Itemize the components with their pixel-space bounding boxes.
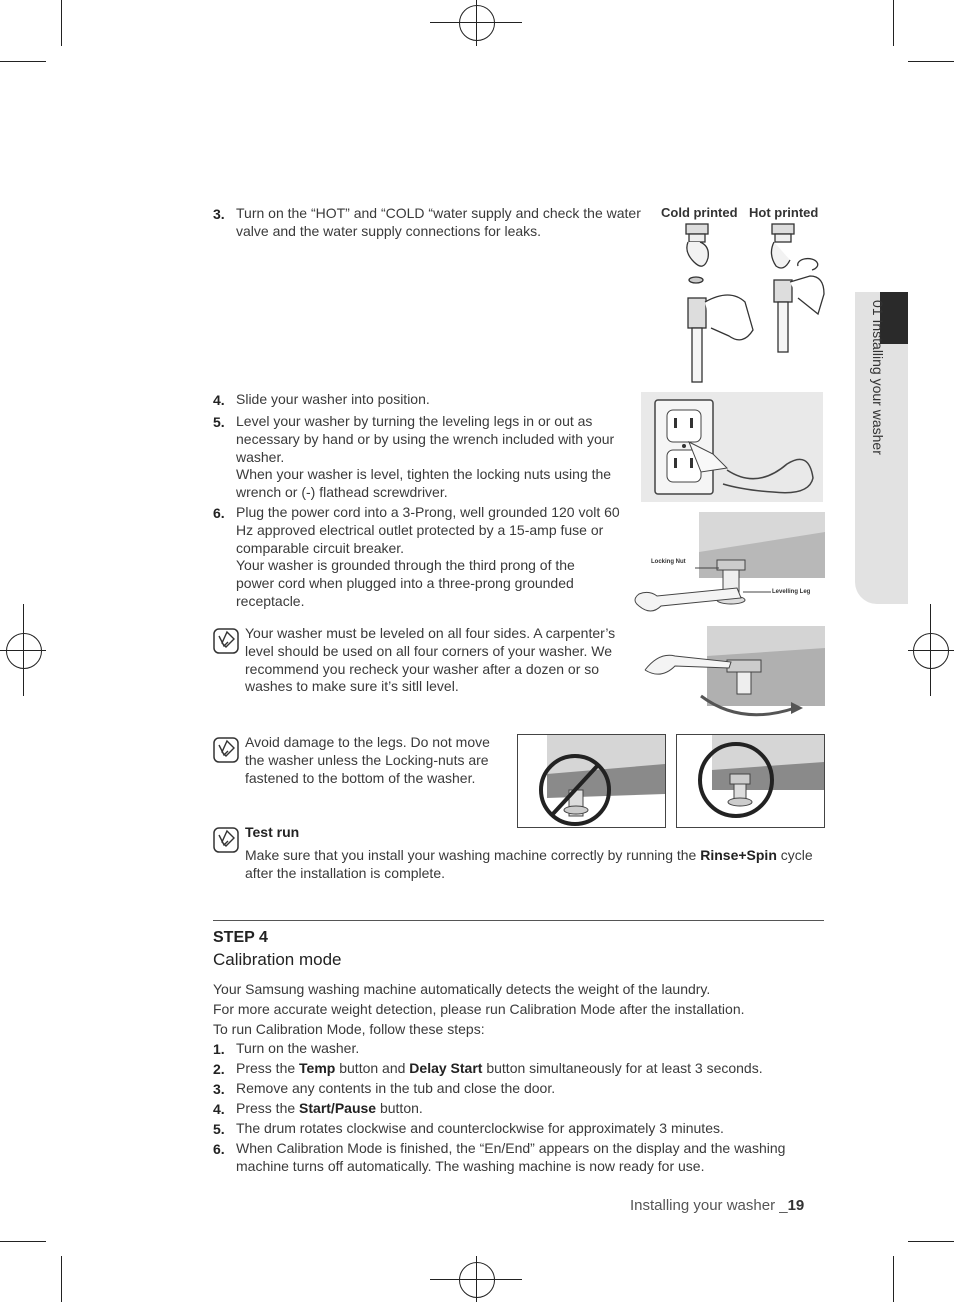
- step-text: Turn on the washer.: [236, 1040, 360, 1056]
- step-text: Press the Temp button and Delay Start button simultaneously for at least 3 seconds.: [236, 1060, 763, 1076]
- step-number: 1.: [213, 1041, 225, 1057]
- valve-connection-figure: [660, 222, 830, 384]
- step-number: 3.: [213, 1081, 225, 1097]
- leg-correct-figure: [676, 734, 825, 828]
- step-text: Plug the power cord into a 3-Prong, well grounded 120 volt 60 Hz approved electrical outlet protected by a 15-amp fuse or comparable circuit breaker.: [236, 504, 620, 556]
- note-icon: [213, 628, 239, 654]
- page-footer: Installing your washer _19: [630, 1197, 805, 1214]
- step-number: 4.: [213, 392, 225, 408]
- note-icon: [213, 737, 239, 763]
- note-level-text: Your washer must be leveled on all four sides. A carpenter’s level should be used on all four corners of your washer. We recommend you recheck your washer after a dozen or so washes to make sure it’s sitll level.: [245, 625, 616, 695]
- cold-printed-label: Cold printed: [661, 205, 738, 220]
- step-number: 4.: [213, 1101, 225, 1117]
- step-text: The drum rotates clockwise and counterclockwise for approximately 3 minutes.: [236, 1120, 724, 1136]
- screwdriver-leg-figure: [641, 626, 825, 722]
- section-divider: [213, 920, 824, 921]
- levelling-leg-label: Levelling Leg: [772, 589, 811, 595]
- outlet-plug-figure: [641, 392, 823, 502]
- step-subtext: Your washer is grounded through the third prong of the power cord when plugged into a three-prong grounded receptacle.: [236, 557, 575, 609]
- intro-line: To run Calibration Mode, follow these steps:: [213, 1021, 485, 1037]
- step-number: 5.: [213, 414, 225, 430]
- step-heading: STEP 4: [213, 929, 268, 946]
- hot-printed-label: Hot printed: [749, 205, 819, 220]
- intro-line: Your Samsung washing machine automatically detects the weight of the laundry.: [213, 981, 711, 997]
- chapter-tab-label: 01 Installing your washer: [870, 300, 886, 455]
- step-text: Remove any contents in the tub and close the door.: [236, 1080, 556, 1096]
- step-number: 6.: [213, 505, 225, 521]
- test-run-title: Test run: [245, 824, 300, 840]
- step-subtext: When your washer is level, tighten the locking nuts using the wrench or (-) flathead screwdriver.: [236, 466, 612, 500]
- step-number: 5.: [213, 1121, 225, 1137]
- step-number: 6.: [213, 1141, 225, 1157]
- locking-nut-label: Locking Nut: [651, 559, 686, 565]
- step-text: Level your washer by turning the leveling legs in or out as necessary by hand or by using the wrench included with your washer.: [236, 413, 615, 465]
- note-icon: [213, 827, 239, 853]
- test-run-text: Make sure that you install your washing machine correctly by running the Rinse+Spin cycle after the installation is complete.: [245, 847, 813, 881]
- step-text: Press the Start/Pause button.: [236, 1100, 423, 1116]
- step-text: When Calibration Mode is finished, the “En/End” appears on the display and the washing machine turns off automatically. The washing machine is now ready for use.: [236, 1140, 786, 1174]
- note-legs-text: Avoid damage to the legs. Do not move the washer unless the Locking-nuts are fastened to the bottom of the washer.: [245, 734, 490, 786]
- step-subheading: Calibration mode: [213, 950, 342, 969]
- step-text: Slide your washer into position.: [236, 391, 430, 407]
- leg-wrong-figure: [517, 734, 666, 828]
- intro-line: For more accurate weight detection, please run Calibration Mode after the installation.: [213, 1001, 745, 1017]
- step-number: 3.: [213, 206, 225, 222]
- step-number: 2.: [213, 1061, 225, 1077]
- step-text: Turn on the “HOT” and “COLD “water supply and check the water valve and the water supply connections for leaks.: [236, 205, 641, 239]
